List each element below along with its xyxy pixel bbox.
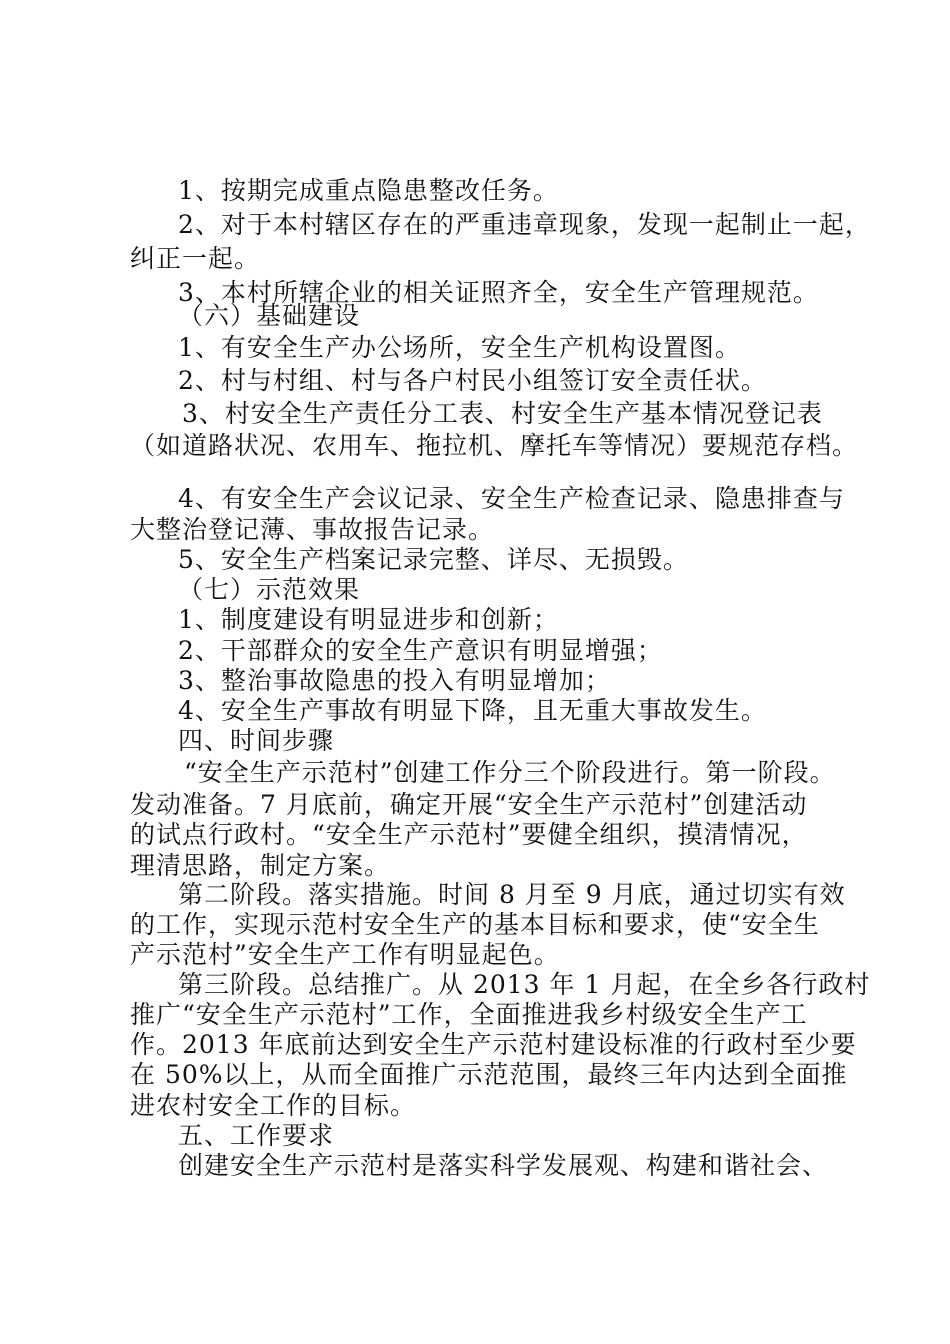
text-line: 的试点行政村。“安全生产示范村”要健全组织，摸清情况， [130, 820, 808, 849]
text-line: 5、安全生产档案记录完整、详尽、无损毁。 [178, 545, 689, 574]
text-line: 纠正一起。 [130, 244, 261, 273]
text-line: 4、安全生产事故有明显下降，且无重大事故发生。 [178, 696, 767, 725]
text-line: 1、制度建设有明显进步和创新； [178, 605, 559, 634]
text-line: 4、有安全生产会议记录、安全生产检查记录、隐患排查与 [178, 484, 845, 513]
text-line: 理清思路，制定方案。 [130, 851, 391, 880]
text-line: 发动准备。7 月底前，确定开展“安全生产示范村”创建活动 [130, 790, 808, 819]
text-line: 2、村与村组、村与各户村民小组签订安全责任状。 [178, 366, 767, 395]
text-line: 作。2013 年底前达到安全生产示范村建设标准的行政村至少要 [130, 1030, 857, 1059]
text-line: 2、干部群众的安全生产意识有明显增强； [178, 636, 663, 665]
text-line: 产示范村”安全生产工作有明显起色。 [130, 940, 560, 969]
text-line: 在 50%以上，从而全面推广示范范围，最终三年内达到全面推 [130, 1060, 848, 1089]
text-line: 3、整治事故隐患的投入有明显增加； [178, 666, 611, 695]
text-line: 进农村安全工作的目标。 [130, 1091, 417, 1120]
text-line: “安全生产示范村”创建工作分三个阶段进行。第一阶段。 [184, 758, 836, 787]
text-line: 大整治登记薄、事故报告记录。 [130, 515, 495, 544]
section-heading: 五、工作要求 [178, 1121, 335, 1150]
text-line: 第三阶段。总结推广。从 2013 年 1 月起，在全乡各行政村 [178, 970, 871, 999]
section-heading: （六）基础建设 [178, 301, 361, 330]
text-line: 第二阶段。落实措施。时间 8 月至 9 月底，通过切实有效 [178, 880, 846, 909]
text-line: 1、有安全生产办公场所，安全生产机构设置图。 [178, 333, 741, 362]
section-heading: 四、时间步骤 [178, 726, 335, 755]
text-line: 创建安全生产示范村是落实科学发展观、构建和谐社会、 [178, 1151, 829, 1180]
text-line: 1、按期完成重点隐患整改任务。 [178, 176, 559, 205]
text-line: 推广“安全生产示范村”工作，全面推进我乡村级安全生产工 [130, 1000, 808, 1029]
text-line: 3、村安全生产责任分工表、村安全生产基本情况登记表 [182, 399, 823, 428]
text-line: （如道路状况、农用车、拖拉机、摩托车等情况）要规范存档。 [130, 431, 859, 460]
text-line: 2、对于本村辖区存在的严重违章现象，发现一起制止一起， [178, 210, 871, 239]
text-line: 的工作，实现示范村安全生产的基本目标和要求，使“安全生 [130, 910, 820, 939]
section-heading: （七）示范效果 [178, 575, 361, 604]
text-line: 3、本村所辖企业的相关证照齐全，安全生产管理规范。 [178, 278, 819, 307]
